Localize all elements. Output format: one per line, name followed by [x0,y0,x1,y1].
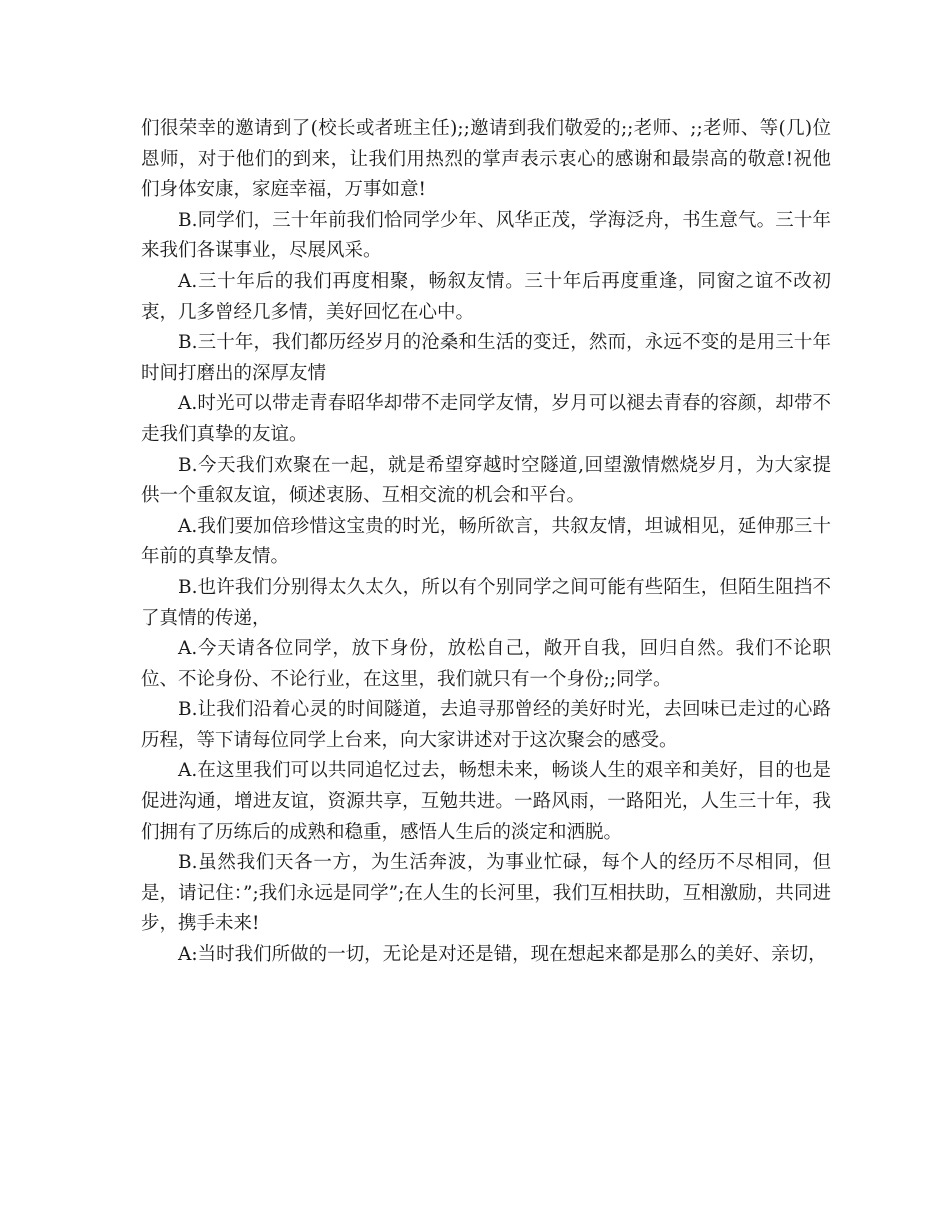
paragraph: B.虽然我们天各一方，为生活奔波，为事业忙碌，每个人的经历不尽相同，但是，请记住：”;我们永远是同学”;在人生的长河里，我们互相扶助，互相激励，共同进步，携手未来! [141,852,831,935]
paragraph: A.今天请各位同学，放下身份，放松自己，敞开自我，回归自然。我们不论职位、不论身份、不论行业，在这里，我们就只有一个身份;;同学。 [141,638,831,690]
paragraph-continuation: 们很荣幸的邀请到了(校长或者班主任);;邀请到我们敬爱的;;老师、;;老师、等(几)位恩师，对于他们的到来，让我们用热烈的掌声表示衷心的感谢和最崇高的敬意!祝他们身体安康，家庭幸福，万事如意! [141,118,831,201]
paragraph: B.今天我们欢聚在一起，就是希望穿越时空隧道,回望激情燃烧岁月，为大家提供一个重叙友谊，倾述衷肠、互相交流的机会和平台。 [141,454,831,507]
paragraph: B.也许我们分别得太久太久，所以有个别同学之间可能有些陌生，但陌生阻挡不了真情的传递， [141,576,831,629]
document-body [141,114,831,971]
paragraph: A.在这里我们可以共同追忆过去，畅想未来，畅谈人生的艰辛和美好，目的也是促进沟通，增进友谊，资源共享，互勉共进。一路风雨，一路阳光，人生三十年，我们拥有了历练后的成熟和稳重，感悟人生后的淡定和洒脱。 [141,760,831,843]
paragraph: B.同学们，三十年前我们恰同学少年、风华正茂，学海泛舟，书生意气。三十年来我们各谋事业，尽展风采。 [141,209,831,262]
paragraph: B.让我们沿着心灵的时间隧道，去追寻那曾经的美好时光，去回味已走过的心路历程，等下请每位同学上台来，向大家讲述对于这次聚会的感受。 [141,699,831,751]
paragraph: A.时光可以带走青春昭华却带不走同学友情，岁月可以褪去青春的容颜，却带不走我们真挚的友谊。 [141,393,831,445]
paragraph: A:当时我们所做的一切，无论是对还是错，现在想起来都是那么的美好、亲切， [178,944,827,966]
paragraph: B.三十年，我们都历经岁月的沧桑和生活的变迁，然而，永远不变的是用三十年时间打磨出的深厚友情 [141,332,831,384]
paragraph: A.我们要加倍珍惜这宝贵的时光，畅所欲言，共叙友情，坦诚相见，延伸那三十年前的真挚友情。 [141,515,831,568]
paragraph: A.三十年后的我们再度相聚，畅叙友情。三十年后再度重逢，同窗之谊不改初衷，几多曾经几多情，美好回忆在心中。 [141,270,831,323]
